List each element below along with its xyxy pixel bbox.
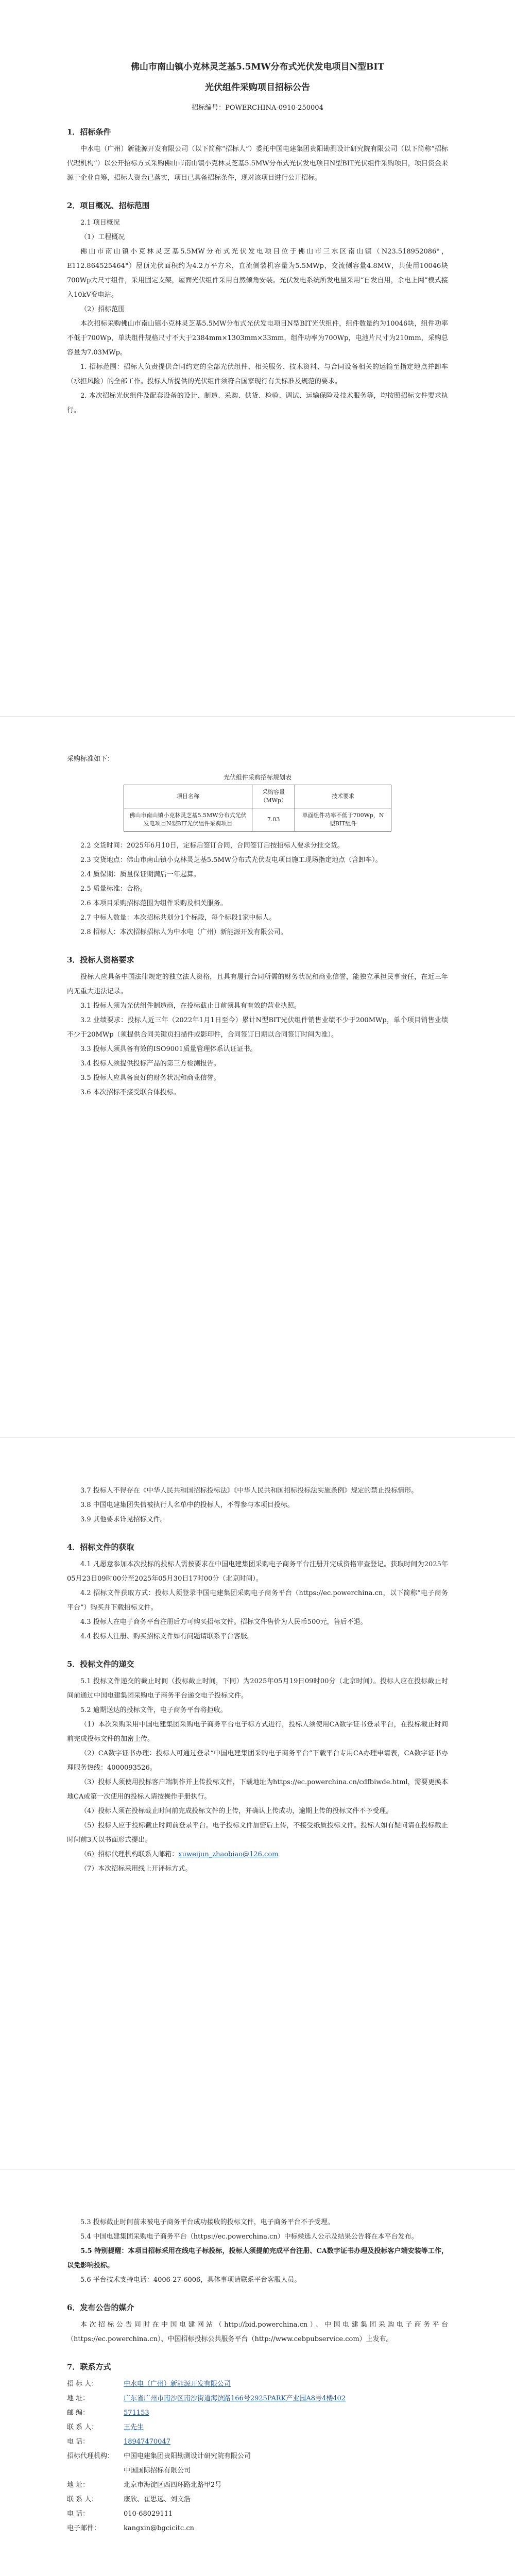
table-cell: 佛山市南山镇小克林灵芝基5.5MW分布式光伏发电项目N型BIT光伏组件采购项目 [124,808,252,832]
section-2-sub1a: （1）工程概况 [80,233,125,241]
section-3b-p3: 3.9 其他要求详见招标文件。 [80,1516,167,1523]
contact-value: 中水电（广州）新能源开发有限公司 [124,2380,231,2388]
section-2-p3: 1. 招标范围：招标人负责提供合同约定的全部光伏组件、相关服务、技术资料、与合同设备相关的运输至指定地点并卸车（承担风险）的全部工作。投标人所提供的光伏组件须符合国家现行有关标准及规范的要求。 [67,363,448,385]
contact-label: 联 系 人： [67,2496,98,2503]
section-2b-p4: 2.5 质量标准：合格。 [80,885,147,893]
contact-value: kangxin@bgcicitc.cn [124,2524,194,2532]
table-cell: 7.03 [252,808,295,832]
contact-label: 电 话： [67,2438,90,2446]
page-4 [0,2174,515,2576]
section-2-sub2: （2）招标范围 [80,306,125,313]
contact-row [67,2377,448,2392]
table-header-cell: 项目名称 [124,785,252,808]
contact-label: 联 系 人： [67,2424,98,2431]
section-3-p3: 3.2 业绩要求：投标人近三年（2022年1月1日至今）累计N型BIT光伏组件销售业绩不少于200MWp，单个项目销售业绩不少于20MWp（须提供合同关键页扫描件或影印件，合同签订日期以合同签订时间为准）。 [67,1016,448,1039]
page-1 [0,0,515,711]
page-divider [0,2169,515,2170]
table-intro: 采购标准如下： [67,755,114,763]
section-5-p8 [67,1848,448,1862]
section-5-p2: 5.2 逾期送达的投标文件，电子商务平台将拒收。 [80,1706,227,1714]
section-2b-p6: 2.7 中标人数量：本次招标共划分1个标段，每个标段1家中标人。 [80,914,276,922]
contact-value: 康欣、崔思远、刘文浩 [124,2496,191,2503]
section-4-heading: 4．招标文件的获取 [67,1543,134,1552]
contact-row [67,2392,448,2406]
table-row [124,808,391,832]
doc-title [67,57,448,98]
section-5-heading: 5．投标文件的递交 [67,1659,134,1669]
page-3 [0,1443,515,2164]
section-6-p1: 本次招标公告同时在中国电建网站（http://bid.powerchina.cn）、中国电建集团采购电子商务平台（https://ec.powerchina.cn）、中国招标投标公共服务平台（http://www.cebpubservice.com）上发布。 [67,2321,448,2343]
section-5-p9: （7）本次招标采用线上开评标方式。 [80,1865,192,1873]
section-4-p3: 4.3 投标人在电子商务平台注册后方可购买招标文件。招标文件售价为人民币500元，售后不退。 [80,1618,367,1626]
section-2-p4: 2. 本次招标光伏组件及配套设备的设计、制造、采购、供货、检验、调试、运输保险及技术服务等，均按照招标文件要求执行。 [67,392,448,414]
section-2-heading: 2．项目概况、招标范围 [67,201,150,210]
title-line-1: 佛山市南山镇小克林灵芝基5.5MW分布式光伏发电项目N型BIT [131,62,384,72]
section-3-p5: 3.4 投标人须提供投标产品的第三方检测报告。 [80,1060,220,1067]
contact-row [67,2420,448,2435]
section-5b-p3: 5.5 特别提醒：本项目招标采用在线电子标投标，投标人须提前完成平台注册、CA数字证书办理及投标客户端安装等工作，以免影响投标。 [67,2247,448,2269]
contact-value: 中国电建集团贵阳勘测设计研究院有限公司 [124,2452,251,2460]
contact-label: 邮 编： [67,2409,90,2417]
section-3-heading: 3．投标人资格要求 [67,955,134,964]
contact-row [67,2464,448,2478]
section-2b-p7: 2.8 招标人：本次招标招标人为中水电（广州）新能源开发有限公司。 [80,928,287,936]
contact-row [67,2478,448,2493]
section-5b-p2: 5.4 中国电建集团采购电子商务平台（https://ec.powerchina.cn）中标候选人公示及结果公告将在本平台发布。 [80,2233,418,2241]
section-3-p7: 3.6 本次招标不接受联合体投标。 [80,1089,180,1096]
section-2b-p2: 2.3 交货地点：佛山市南山镇小克林灵芝基5.5MW分布式光伏发电项目施工现场指定地点（含卸车）。 [80,856,382,864]
table-header-cell: 技术要求 [295,785,391,808]
section-2-p2: 本次招标采购佛山市南山镇小克林灵芝基5.5MW分布式光伏发电项目N型BIT光伏组件，组件数量约为10046块，组件功率不低于700Wp，单块组件规格尺寸不大于2384mm×1303mm×33mm，组件功率为700Wp，电池片尺寸为210mm，采购总容量为7.03MWp。 [67,320,448,357]
section-4-p1: 4.1 凡愿意参加本次投标的投标人需按要求在中国电建集团采购电子商务平台注册并完成资格审查登记。获取时间为2025年05月23日09时00分至2025年05月30日17时00分（北京时间）。 [67,1561,448,1583]
contact-label: 电 话： [67,2510,90,2518]
section-3-p4: 3.3 投标人须具备有效的ISO9001质量管理体系认证证书。 [80,1045,257,1053]
contact-row [67,2521,448,2536]
contact-row [67,2435,448,2449]
section-5b-p4: 5.6 平台技术支持电话：4006-27-6006，具体事项请联系平台客服人员。 [80,2276,301,2284]
contact-row [67,2493,448,2507]
section-4-p4: 4.4 投标人注册、购买招标文件如有问题请联系平台客服。 [80,1633,254,1640]
section-5-p1: 5.1 投标文件递交的截止时间（投标截止时间，下同）为2025年05月19日09时00分（北京时间）。投标人应在投标截止时间前通过中国电建集团采购电子商务平台递交电子投标文件。 [67,1677,448,1700]
section-3b-p1: 3.7 投标人不得存在《中华人民共和国招标投标法》《中华人民共和国招标投标法实施条例》规定的禁止投标情形。 [80,1487,418,1495]
contact-row [67,2449,448,2464]
title-line-2: 光伏组件采购项目招标公告 [205,82,310,93]
contact-label: 电子邮件： [67,2524,101,2532]
section-5-p7: （5）投标人应于投标截止时间前登录平台。电子投标文件加密后上传，不接受纸质投标文件。投标人如有疑问请在投标截止时间前3天以书面形式提出。 [67,1822,448,1844]
section-1-body: 中水电（广州）新能源开发有限公司（以下简称“招标人”）委托中国电建集团贵阳勘测设计研究院有限公司（以下简称“招标代理机构”）以公开招标方式采购佛山市南山镇小克林灵芝基5.5MW分布式光伏发电项目N型BIT光伏组件采购项目，项目资金来源于企业自筹，招标人资金已落实，项目已具备招标条件，现对该项目进行公开招标。 [67,145,448,182]
page-2 [0,721,515,1432]
table-cell: 单面组件功率不低于700Wp，N型BIT组件 [295,808,391,832]
contact-label: 地 址： [67,2395,90,2402]
contact-value: 571153 [124,2409,149,2417]
contact-value: 010-68029111 [124,2510,173,2518]
section-5-p5: （3）投标人须使用投标客户端制作并上传投标文件，下载地址为https://ec.powerchina.cn/cdfbiwde.html，需要更换本地CA或第一次使用的投标人请按操作手册执行。 [67,1778,448,1801]
section-2b-p5: 2.6 本项目采购招标范围为组件采购及相关服务。 [80,900,227,907]
contact-label: 地 址： [67,2481,90,2489]
section-5-p3: （1）本次采购采用中国电建集团采购电子商务平台电子标方式进行，投标人须使用CA数字证书登录平台，在投标截止时间前完成投标文件的加密上传。 [67,1721,448,1743]
section-5-p4: （2）CA数字证书办理：投标人可通过登录“中国电建集团采购电子商务平台”下载平台专用CA办理申请表，CA数字证书办理服务热线：4000093526。 [67,1750,448,1772]
section-2-sub1: 2.1 项目概况 [80,219,120,227]
contact-row [67,2406,448,2420]
table-caption: 光伏组件采购招标规划表 [223,774,291,781]
page-divider [0,716,515,717]
section-3b-p2: 3.8 中国电建集团失信被执行人名单中的投标人，不得参与本项目投标。 [80,1501,294,1509]
contact-value: 广东省广州市南沙区南沙街道海滨路166号2925PARK产业园A8号4楼402 [124,2395,346,2402]
contact-value: 北京市海淀区西四环路北路甲2号 [124,2481,222,2489]
contact-label: 招标代理机构： [67,2452,114,2460]
agent-email-link[interactable]: xuweijun_zhaobiao@126.com [178,1851,279,1858]
section-4-p2: 4.2 招标文件获取方式：投标人须登录中国电建集团采购电子商务平台（https://ec.powerchina.cn，以下简称“电子商务平台”）购买并下载招标文件。 [67,1589,448,1612]
section-2-p1: 佛山市南山镇小克林灵芝基5.5MW分布式光伏发电项目位于佛山市三水区南山镇（N23.518952086°，E112.864525464°）屋顶光伏面积约为4.2万平方米，直流侧装机容量为5.5MWp，交流侧容量4.8MW，共使用10046块700Wp大尺寸组件，采用固定支架，屋面光伏组件采用自然倾角安装。光伏发电系统所发电量采用“自发自用，余电上网”模式接入10kV变电站。 [67,248,448,299]
section-6-heading: 6．发布公告的媒介 [67,2303,134,2312]
page-divider [0,1437,515,1438]
contact-label [67,2464,124,2478]
contact-value: 18947470047 [124,2438,170,2446]
section-3-p2: 3.1 投标人须为光伏组件制造商，在投标截止日前须具有有效的营业执照。 [80,1002,301,1010]
section-3-p1: 投标人应具备中国法律规定的独立法人资格，且具有履行合同所需的财务状况和商业信誉，能独立承担民事责任，在近三年内无重大违法记录。 [67,973,448,995]
section-1-heading: 1．招标条件 [67,127,111,137]
table-header-cell: 采购容量（MWp） [252,785,295,808]
section-2b-p3: 2.4 质保期：质量保证期满后一年起算。 [80,871,200,878]
section-3-p6: 3.5 投标人应具备良好的财务状况和商业信誉。 [80,1074,220,1082]
procurement-table [124,785,391,832]
contact-label: 招 标 人： [67,2380,98,2388]
contact-value: 中国国际招标有限公司 [124,2467,191,2475]
contact-row [67,2507,448,2521]
section-5b-p1: 5.3 投标截止时间前未被电子商务平台成功接收的投标文件，电子商务平台不予受理。 [80,2218,334,2226]
contact-list [67,2377,448,2536]
contact-value: 王先生 [124,2424,144,2431]
section-5-p6: （4）投标人须在投标截止时间前完成投标文件的上传，并确认上传成功，逾期上传的投标文件不予受理。 [80,1807,393,1815]
section-7-heading: 7．联系方式 [67,2362,111,2371]
bid-number: 招标编号：POWERCHINA-0910-250004 [192,104,323,112]
section-2b-p1: 2.2 交货时间：2025年6月10日，定标后签订合同，合同签订后按招标人要求分批交货。 [80,842,344,850]
email-label: （6）招标代理机构联系人邮箱： [80,1851,179,1858]
